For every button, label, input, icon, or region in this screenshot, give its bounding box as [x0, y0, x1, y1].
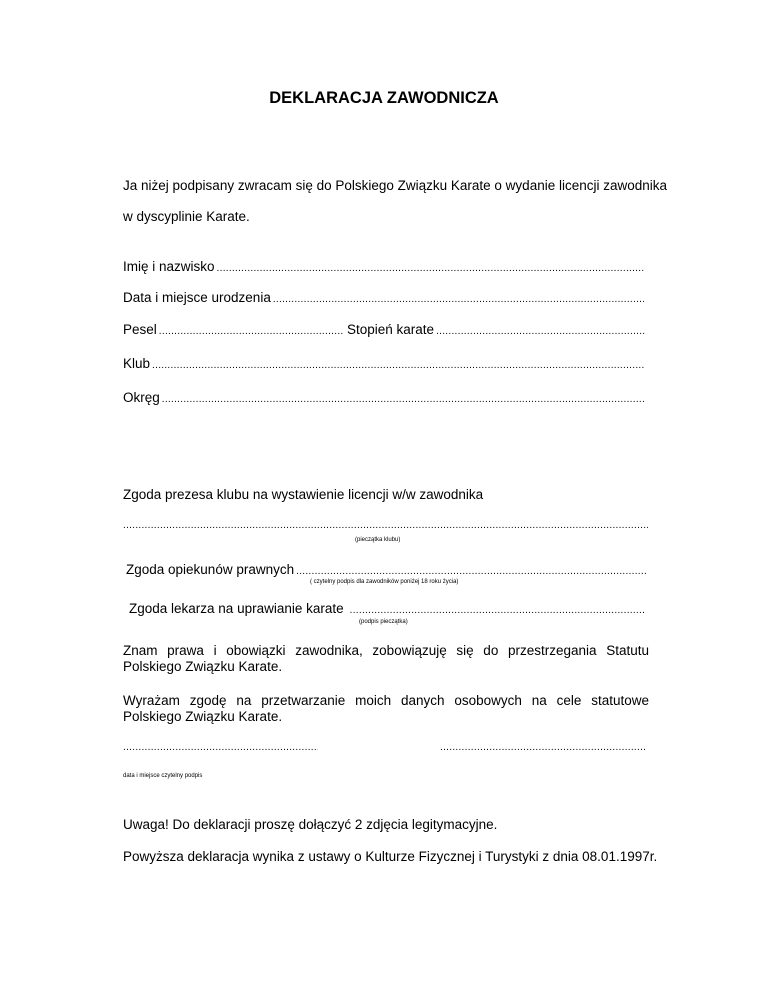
- attachment-note: Uwaga! Do deklaracji proszę dołączyć 2 zdjęcia legitymacyjne.: [123, 817, 498, 832]
- district-field[interactable]: [123, 390, 646, 408]
- name-field[interactable]: [123, 259, 644, 277]
- club-consent-caption: (pieczątka klubu): [355, 537, 401, 543]
- pesel-label: Pesel: [123, 322, 157, 337]
- guardian-consent-label: Zgoda opiekunów prawnych: [126, 562, 295, 577]
- doctor-consent-field[interactable]: [129, 601, 646, 619]
- birth-dotted-line: [273, 290, 644, 308]
- date-place-dotted-line[interactable]: [123, 740, 318, 756]
- doctor-consent-dotted-line: [350, 601, 646, 619]
- data-consent-statement: Wyrażam zgodę na przetwarzanie moich danych osobowych na cele statutowe Polskiego Związku Karate.: [123, 693, 649, 724]
- doctor-consent-label: Zgoda lekarza na uprawianie karate: [129, 601, 344, 616]
- legal-basis-footer: Powyższa deklaracja wynika z ustawy o Kulturze Fizycznej i Turystyki z dnia 08.01.1997r.: [123, 849, 658, 864]
- club-consent-dotted-line[interactable]: [123, 518, 648, 534]
- rank-dotted-line: [436, 322, 646, 340]
- birth-label: Data i miejsce urodzenia: [123, 290, 271, 305]
- doctor-consent-caption: (podpis pieczątka): [359, 619, 408, 625]
- signature-caption: data i miejsce czytelny podpis: [123, 773, 203, 779]
- rank-label: Stopień karate: [347, 322, 435, 337]
- district-label: Okręg: [123, 390, 160, 405]
- name-label: Imię i nazwisko: [123, 259, 215, 274]
- club-label: Klub: [123, 356, 151, 371]
- intro-line-1: Ja niżej podpisany zwracam się do Polskiego Związku Karate o wydanie licencji zawodnika: [123, 178, 668, 193]
- district-dotted-line: [162, 390, 646, 408]
- birth-field[interactable]: [123, 290, 644, 308]
- club-dotted-line: [152, 356, 645, 374]
- document-title: DEKLARACJA ZAWODNICZA: [269, 89, 499, 107]
- pesel-dotted-line: [159, 322, 343, 340]
- club-field[interactable]: [123, 356, 645, 374]
- obligations-statement: Znam prawa i obowiązki zawodnika, zobowiązuję się do przestrzegania Statutu Polskiego Związku Karate.: [123, 643, 649, 674]
- rank-field[interactable]: [347, 322, 646, 340]
- signature-dotted-line[interactable]: [440, 740, 647, 756]
- intro-line-2: w dyscyplinie Karate.: [123, 209, 250, 224]
- guardian-consent-caption: ( czytelny podpis dla zawodników poniżej 18 roku życia): [310, 579, 459, 585]
- club-consent-label: Zgoda prezesa klubu na wystawienie licencji w/w zawodnika: [123, 487, 484, 502]
- name-dotted-line: [217, 259, 644, 277]
- pesel-field[interactable]: [123, 322, 343, 340]
